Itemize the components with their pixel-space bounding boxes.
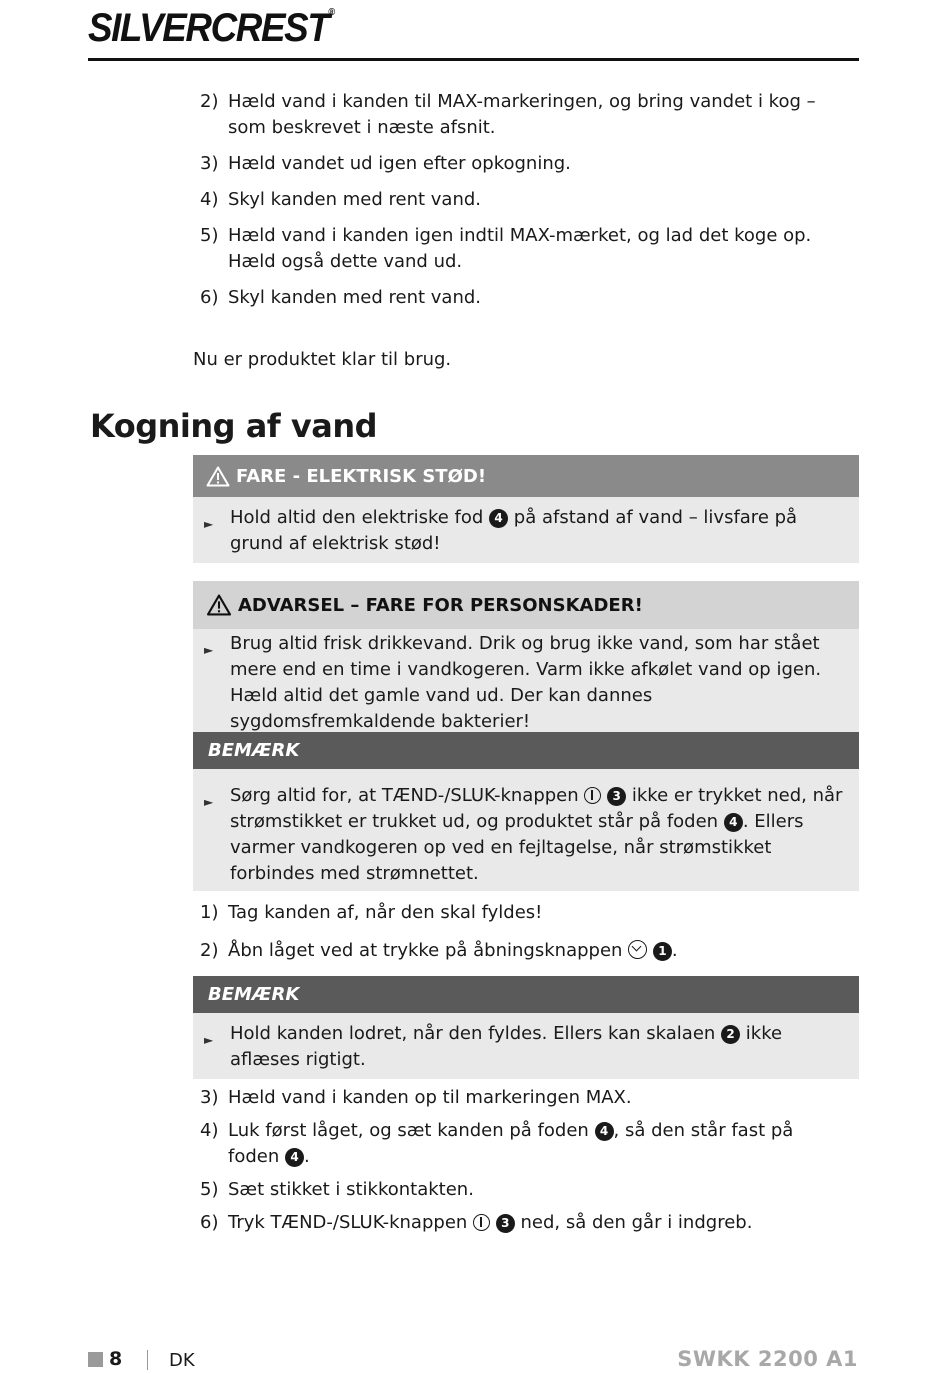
list-item: 3) Hæld vand i kanden op til markeringen MAX. [200, 1087, 632, 1108]
warning-body: ► Brug altid frisk drikkevand. Drik og brug ikke vand, som har stået mere end en time i vandkogeren. Varm ikke afkølet vand op igen. Hæld altid det gamle vand ud. Der kan dannes sygdomsfremkaldende bakterier! [204, 633, 822, 732]
bullet-arrow-icon: ► [204, 643, 214, 657]
list-item: 4) Luk først låget, og sæt kanden på foden 4 , så den står fast på foden 4 . [200, 1120, 794, 1167]
warning-box [193, 581, 859, 739]
bullet-arrow-icon: ► [204, 517, 214, 531]
note-header: BEMÆRK [193, 732, 859, 769]
reference-number-icon: 3 [607, 787, 626, 806]
footer-square [88, 1352, 103, 1367]
lid-open-icon [628, 940, 647, 959]
list-item: 4) Skyl kanden med rent vand. [200, 189, 482, 210]
list-item: 1) Tag kanden af, når den skal fyldes! [200, 902, 543, 923]
danger-body: ► Hold altid den elektriske fod 4 på afstand af vand – livsfare på grund af elektrisk stød! [204, 507, 798, 554]
list-item: 2) Hæld vand i kanden til MAX-markeringen, og bring vandet i kog – som beskrevet i næste afsnit. [200, 91, 816, 138]
list-item: 5) Sæt stikket i stikkontakten. [200, 1179, 474, 1200]
reference-number-icon: 4 [285, 1148, 304, 1167]
list-item: 5) Hæld vand i kanden igen indtil MAX-mærket, og lad det koge op. Hæld også dette vand ud. [200, 225, 812, 272]
reference-number-icon: 2 [721, 1025, 740, 1044]
note-body: ► Sørg altid for, at TÆND-/SLUK-knappen 3 ikke er trykket ned, når strømstikket er trukket ud, og produktet står på foden 4 . Ellers varmer vandkogeren op ved en fejltagelse, når strømstikket forbindes med strømnettet. [204, 785, 843, 884]
section-heading: Kogning af vand [90, 407, 377, 445]
ready-paragraph: Nu er produktet klar til brug. [193, 349, 452, 370]
list-item: 3) Hæld vandet ud igen efter opkogning. [200, 153, 571, 174]
model-number: SWKK 2200 A1 [677, 1347, 858, 1371]
reference-number-icon: 4 [489, 509, 508, 528]
note-body: ► Hold kanden lodret, når den fyldes. Ellers kan skalaen 2 ikke aflæses rigtigt. [204, 1023, 783, 1070]
note-header: BEMÆRK [193, 976, 859, 1013]
reference-number-icon: 3 [496, 1214, 515, 1233]
warning-triangle-icon [206, 466, 230, 487]
bullet-arrow-icon: ► [204, 1033, 214, 1047]
danger-header [193, 455, 859, 497]
reference-number-icon: 1 [653, 942, 672, 961]
footer-divider [147, 1350, 148, 1370]
note-box [193, 976, 859, 1079]
boiling-steps [198, 1085, 848, 1243]
warning-header [193, 581, 859, 629]
note-box [193, 732, 859, 891]
reference-number-icon: 4 [724, 813, 743, 832]
list-item: 6) Skyl kanden med rent vand. [200, 287, 482, 308]
bullet-arrow-icon: ► [204, 795, 214, 809]
list-item: 6) Tryk TÆND-/SLUK-knappen 3 ned, så den går i indgreb. [200, 1212, 753, 1233]
danger-title: FARE - ELEKTRISK STØD! [236, 465, 487, 487]
language-code: DK [169, 1350, 195, 1371]
page-number: 8 [109, 1348, 123, 1370]
power-symbol-icon [473, 1214, 490, 1231]
warning-title: ADVARSEL – FARE FOR PERSONSKADER! [238, 594, 643, 616]
list-item: 2) Åbn låget ved at trykke på åbningsknappen 1 . [200, 940, 678, 961]
danger-box [193, 455, 859, 563]
header-rule [88, 58, 859, 61]
preparation-steps [198, 89, 848, 321]
warning-triangle-icon [206, 594, 232, 616]
filling-steps [198, 900, 848, 964]
brand-logo: SILVERCREST® [88, 6, 336, 50]
reference-number-icon: 4 [595, 1122, 614, 1141]
power-symbol-icon [584, 787, 601, 804]
